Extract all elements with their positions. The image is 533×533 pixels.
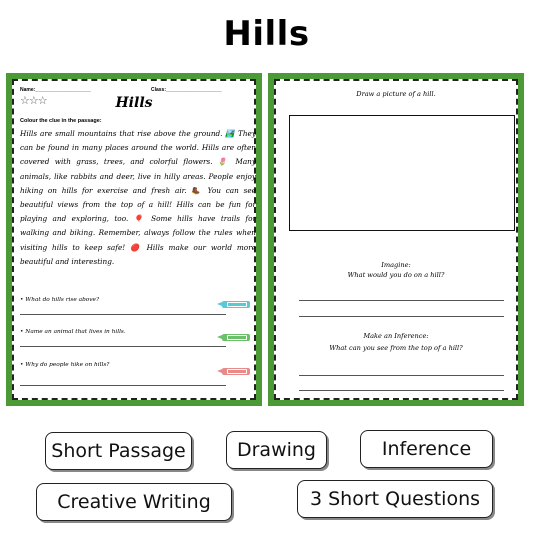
question-3 — [20, 362, 256, 368]
drawing-box[interactable] — [289, 115, 515, 231]
imagine-question: What would you do on a hill? — [347, 271, 445, 279]
tag-inference: Inference — [360, 430, 493, 468]
question-2-text: • Name an animal that lives in hills. — [20, 329, 126, 335]
answer-line[interactable] — [299, 316, 504, 317]
instruction-text: Colour the clue in the passage: — [20, 118, 102, 124]
answer-line[interactable] — [20, 385, 226, 386]
crayon-icon — [222, 368, 250, 375]
class-field-label: Class:____________________ — [151, 87, 222, 93]
question-1 — [20, 297, 256, 303]
crayon-icon — [222, 334, 250, 341]
activity-worksheet-inner — [274, 79, 518, 400]
answer-line[interactable] — [299, 375, 504, 376]
tag-drawing: Drawing — [226, 431, 327, 469]
page-title: Hills — [223, 14, 310, 54]
answer-line[interactable] — [299, 300, 504, 301]
tag-short-passage: Short Passage — [45, 432, 192, 470]
question-2 — [20, 329, 256, 335]
tag-creative-writing: Creative Writing — [36, 483, 232, 521]
activity-worksheet — [268, 73, 524, 406]
crayon-icon — [222, 301, 250, 308]
imagine-label: Imagine: — [381, 261, 411, 269]
worksheet-title: Hills — [115, 95, 153, 111]
answer-line[interactable] — [299, 390, 504, 391]
tag-3-short-questions: 3 Short Questions — [297, 480, 493, 518]
inference-label: Make an Inference: — [363, 332, 429, 340]
answer-line[interactable] — [20, 346, 226, 347]
reading-worksheet-inner — [12, 79, 256, 400]
answer-line[interactable] — [20, 314, 226, 315]
draw-prompt: Draw a picture of a hill. — [356, 90, 436, 98]
question-1-text: • What do hills rise above? — [20, 297, 100, 303]
inference-question: What can you see from the top of a hill? — [329, 344, 463, 352]
question-3-text: • Why do people hike on hills? — [20, 362, 110, 368]
name-field-label: Name:____________________ — [20, 87, 91, 93]
reading-worksheet — [6, 73, 262, 406]
rating-stars-icon: ☆☆☆ — [20, 94, 47, 107]
reading-passage: Hills are small mountains that rise above the ground. 🏞️ They can be found in many places around the world. Hills are often covered with grass, trees, and colorful flowers. 🌷 Many animals, like rabbits and deer, live in hilly areas. People enjoy hiking on hills for exercise and fresh air. 🥾 You can see beautiful views from the top of a hill! Hills can be fun for playing and exploring, too. 🎈 Some hills have trails for walking and biking. Remember, always follow the rules when visiting hills to keep safe! 🔴 Hills make our world more beautiful and interesting. — [20, 129, 256, 266]
